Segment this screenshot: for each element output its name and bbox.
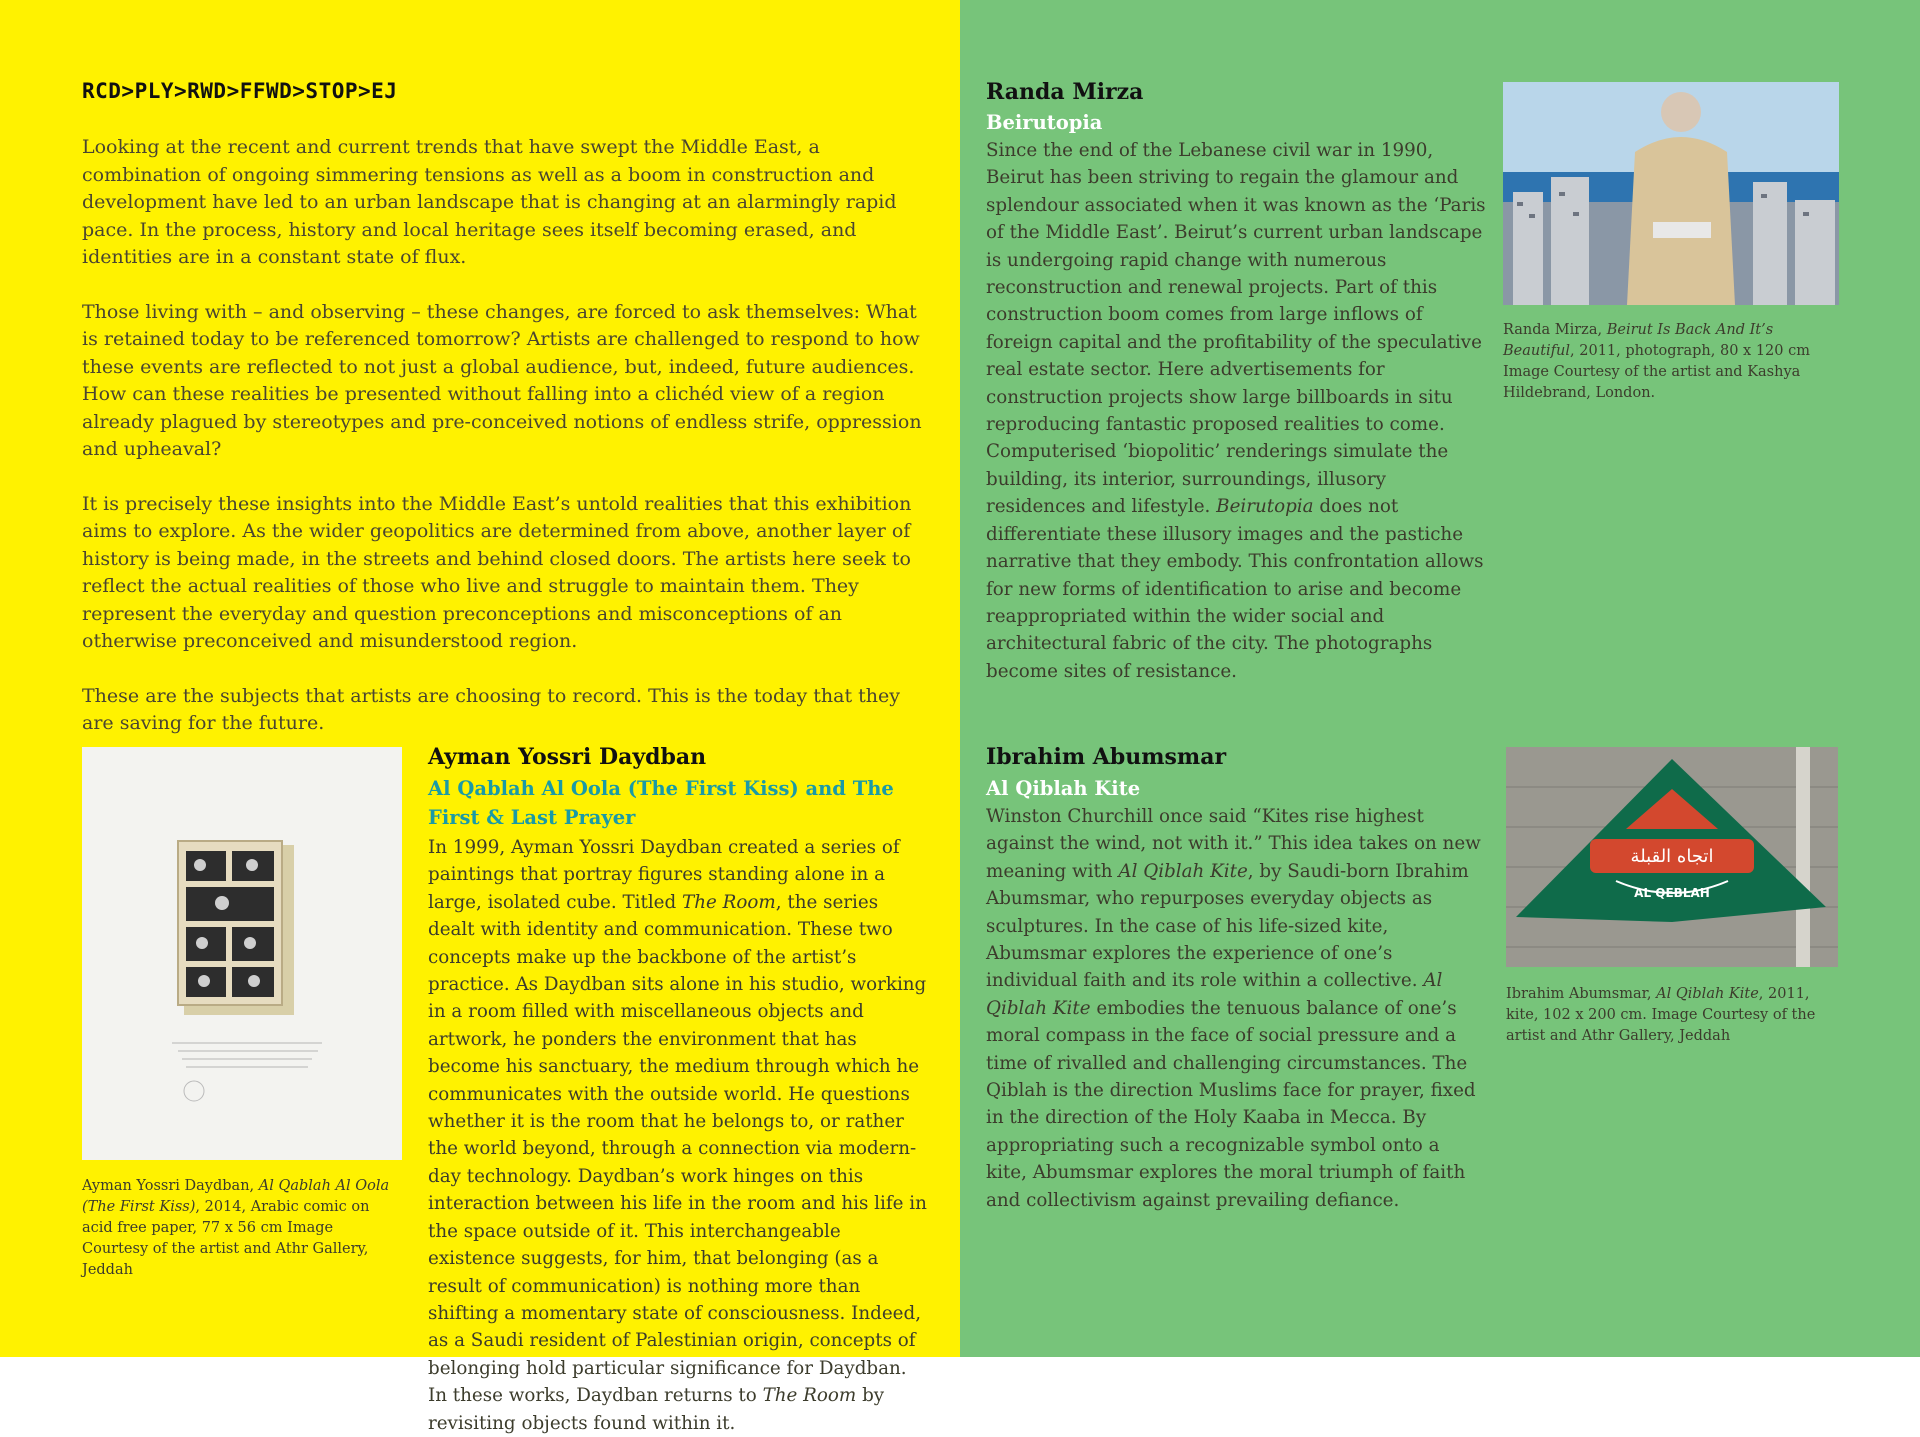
beirut-seaside-photo [1503,82,1839,305]
daydban-caption: Ayman Yossri Daydban, Al Qablah Al Oola (The First Kiss), 2014, Arabic comic on acid free paper, 77 x 56 cm Image Courtesy of the artist and Athr Gallery, Jeddah [82,1178,390,1278]
daydban-body: In 1999, Ayman Yossri Daydban created a series of paintings that portray figures standing alone in a large, isolated cube. Titled The Room, the series dealt with identity and communication. These two concepts make up the backbone of the artist’s practice. As Daydban sits alone in his studio, working in a room filled with miscellaneous objects and artwork, he ponders the environment that has become his sanctuary, the medium through which he communicates with the outside world. He questions whether it is the room that he belongs to, or rather the world beyond, through a connection via modern-day technology. Daydban’s work hinges on this interaction between his life in the room and his life in the space outside of it. This interchangeable existence suggests, for him, that belonging (as a result of communication) is nothing more than shifting a momentary state of consciousness. Indeed, as a Saudi resident of Palestinian origin, concepts of belonging hold particular significance for Daydban. In these works, Daydban returns to The Room by revisiting objects found within it. [428,837,927,1434]
daydban-artist-name: Ayman Yossri Daydban [428,744,707,770]
mirza-work-title: Beirutopia [986,111,1103,134]
daydban-artwork-image [82,747,402,1160]
mirza-caption: Randa Mirza, Beirut Is Back And It’s Beautiful, 2011, photograph, 80 x 120 cm Image Courtesy of the artist and Kashya Hildebrand, London. [1503,322,1810,401]
kite-arabic-text: اتجاه القبلة [1630,846,1714,867]
intro-text [82,134,932,765]
abumsmar-artist-name: Ibrahim Abumsmar [986,744,1227,770]
intro-paragraph-2: Those living with – and observing – these changes, are forced to ask themselves: What is retained today to be referenced tomorrow? Artists are challenged to respond to how these events are reflected to not just a global audience, but, indeed, future audiences. How can these realities be presented without falling into a clichéd view of a region already plagued by stereotypes and pre-conceived notions of endless strife, oppression and upheaval? [82,300,922,460]
comic-book-illustration [82,747,402,1160]
kite-photo [1506,747,1838,967]
intro-title: RCD>PLY>RWD>FFWD>STOP>EJ [82,79,398,103]
abumsmar-kite-photo [1506,747,1838,967]
abumsmar-body: Winston Churchill once said “Kites rise highest against the wind, not with it.” This idea takes on new meaning with Al Qiblah Kite, by Saudi-born Ibrahim Abumsmar, who repurposes everyday objects as sculptures. In the case of his life-sized kite, Abumsmar explores the experience of one’s individual faith and its role within a collective. Al Qiblah Kite embodies the tenuous balance of one’s moral compass in the face of social pressure and a time of rivalled and challenging circumstances. The Qiblah is the direction Muslims face for prayer, fixed in the direction of the Holy Kaaba in Mecca. By appropriating such a recognizable symbol onto a kite, Abumsmar explores the moral triumph of faith and collectivism against prevailing defiance. [986,806,1481,1211]
abumsmar-work-title: Al Qiblah Kite [986,777,1141,800]
intro-paragraph-3: It is precisely these insights into the Middle East’s untold realities that this exhibition aims to explore. As the wider geopolitics are determined from above, another layer of history is being made, in the streets and behind closed doors. The artists here seek to reflect the actual realities of those who live and struggle to maintain them. They represent the everyday and question preconceptions and misconceptions of an otherwise preconceived and misunderstood region. [82,492,912,652]
mirza-body: Since the end of the Lebanese civil war in 1990, Beirut has been striving to regain the glamour and splendour associated when it was known as the ‘Paris of the Middle East’. Beirut’s current urban landscape is undergoing rapid change with numerous reconstruction and renewal projects. Part of this construction boom comes from large inflows of foreign capital and the profitability of the speculative real estate sector. Here advertisements for construction projects show large billboards in situ reproducing fantastic proposed realities to come. Computerised ‘biopolitic’ renderings simulate the building, its interior, surroundings, illusory residences and lifestyle. Beirutopia does not differentiate these illusory images and the pastiche narrative that they embody. This confrontation allows for new forms of identification to arise and become reappropriated within the wider social and architectural fabric of the city. The photographs become sites of resistance. [986,140,1486,682]
mirza-photo [1503,82,1839,305]
kite-latin-text: AL QEBLAH [1634,886,1710,900]
mirza-artist-name: Randa Mirza [986,79,1144,105]
abumsmar-caption: Ibrahim Abumsmar, Al Qiblah Kite, 2011, kite, 102 x 200 cm. Image Courtesy of the artist and Athr Gallery, Jeddah [1506,986,1816,1044]
intro-paragraph-4: These are the subjects that artists are choosing to record. This is the today that they are saving for the future. [82,684,900,734]
left-page [0,0,960,1434]
intro-paragraph-1: Looking at the recent and current trends that have swept the Middle East, a combination of ongoing simmering tensions as well as a boom in construction and development have led to an urban landscape that is changing at an alarmingly rapid pace. In the process, history and local heritage sees itself becoming erased, and identities are in a constant state of flux. [82,136,897,268]
right-page [960,0,1920,1357]
daydban-work-title: Al Qablah Al Oola (The First Kiss) and The First & Last Prayer [428,777,894,829]
